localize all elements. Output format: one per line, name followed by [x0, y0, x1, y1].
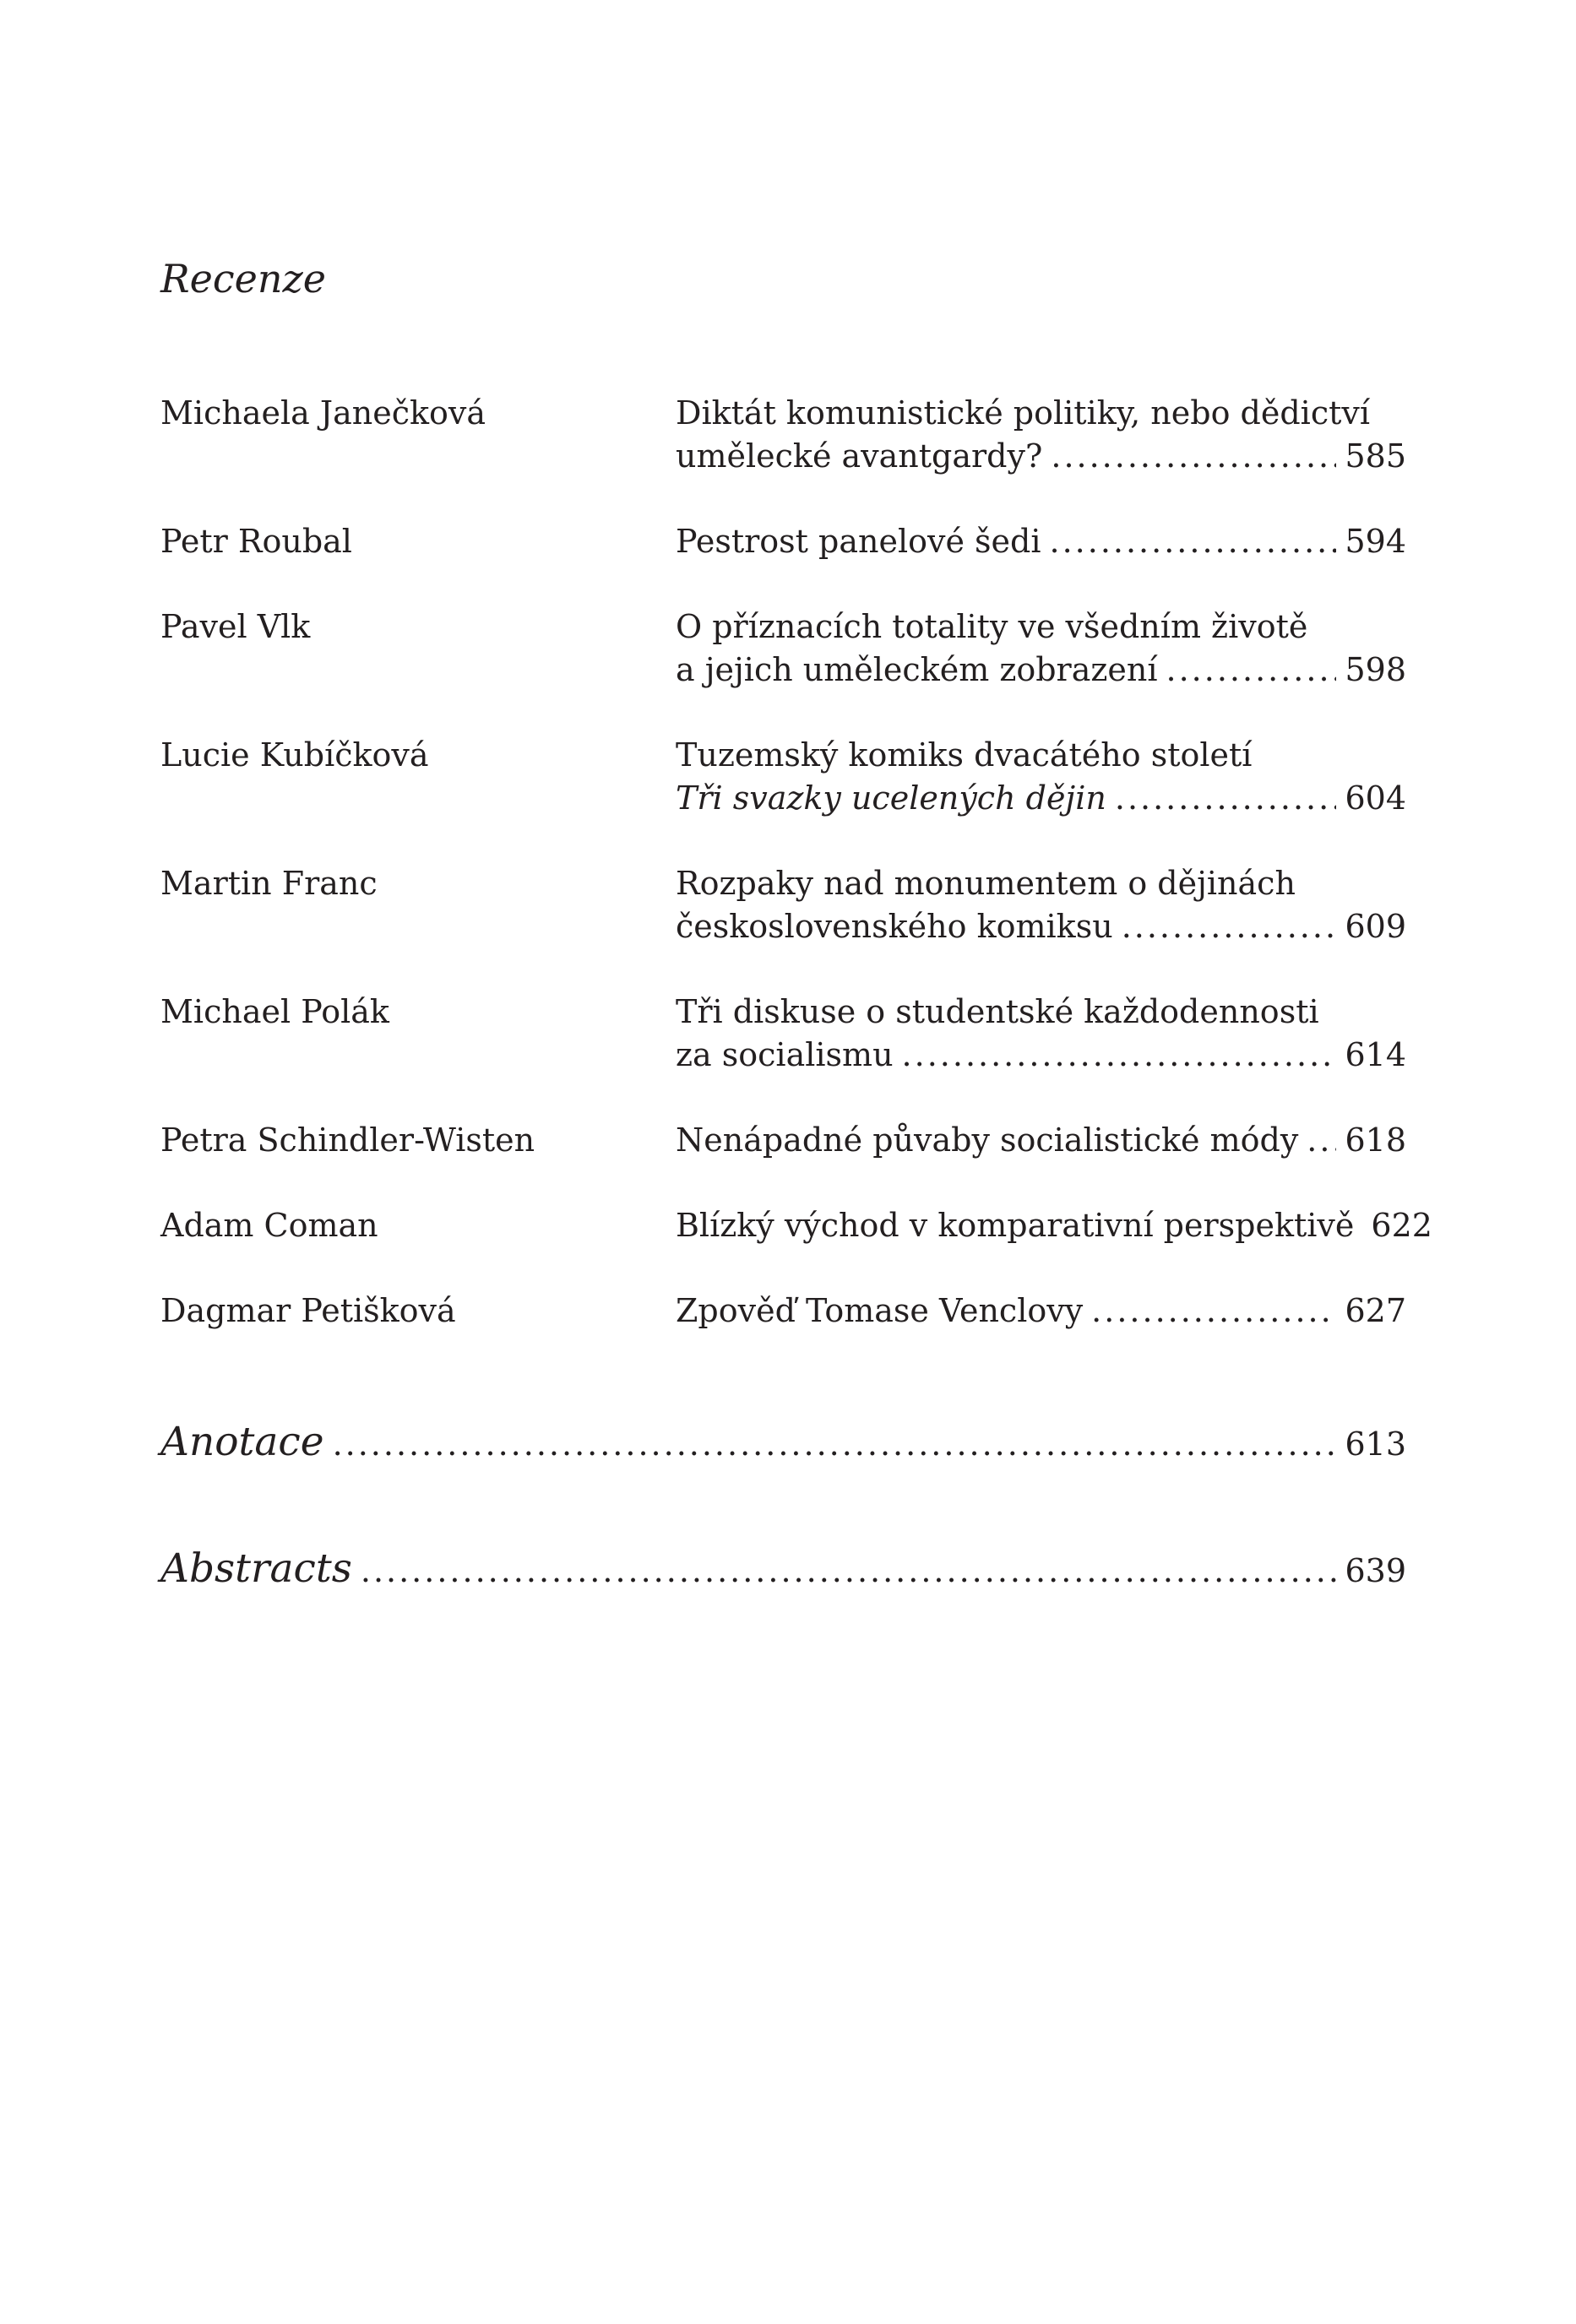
page-number: 594 — [1345, 523, 1406, 560]
review-title-last-line — [676, 777, 1406, 820]
page-number: 639 — [1345, 1552, 1406, 1589]
review-author: Petr Roubal — [160, 523, 352, 560]
page-number: 618 — [1345, 1121, 1406, 1159]
dot-leader — [1051, 435, 1336, 478]
toc-entry-abstracts[interactable] — [160, 1545, 1406, 1592]
review-title-text: Blízký východ v komparativní perspektivě — [676, 1207, 1355, 1244]
dot-leader — [902, 1034, 1337, 1077]
review-author: Dagmar Petišková — [160, 1292, 456, 1329]
review-entry[interactable] — [160, 991, 1406, 1077]
review-title-text: Pestrost panelové šedi — [676, 523, 1041, 560]
review-title-last-line — [676, 905, 1406, 948]
review-entry[interactable] — [160, 734, 1406, 820]
review-author: Adam Coman — [160, 1207, 378, 1244]
review-title — [676, 862, 1406, 948]
review-title — [676, 520, 1406, 563]
dot-leader — [1307, 1119, 1336, 1162]
review-title — [676, 991, 1406, 1077]
review-title — [676, 1204, 1432, 1247]
page-number: 622 — [1371, 1207, 1432, 1244]
review-entry[interactable] — [160, 1204, 1432, 1247]
review-title-text: a jejich uměleckém zobrazení — [676, 651, 1158, 688]
review-title-line: Diktát komunistické politiky, nebo dědictví — [676, 394, 1371, 432]
review-title-last-line — [676, 1204, 1432, 1247]
review-author: Michaela Janečková — [160, 394, 486, 432]
toc-entry-anotace[interactable] — [160, 1419, 1406, 1465]
dot-leader — [1115, 777, 1337, 820]
review-title — [676, 392, 1406, 478]
review-entry[interactable] — [160, 862, 1406, 948]
page-number: 604 — [1345, 779, 1406, 817]
review-author: Pavel Vlk — [160, 608, 311, 645]
page-number: 585 — [1345, 437, 1406, 475]
dot-leader — [333, 1425, 1337, 1463]
review-title-last-line — [676, 1034, 1406, 1077]
review-title-last-line — [676, 1290, 1406, 1333]
page-number: 609 — [1345, 908, 1406, 945]
review-title-text: umělecké avantgardy? — [676, 437, 1043, 475]
review-author: Martin Franc — [160, 865, 378, 902]
review-title-text: Nenápadné půvaby socialistické módy — [676, 1121, 1299, 1159]
review-list — [160, 392, 1432, 1375]
page-number: 614 — [1345, 1036, 1406, 1073]
review-title-text: československého komiksu — [676, 908, 1113, 945]
review-title-last-line — [676, 1119, 1406, 1162]
dot-leader — [1050, 520, 1337, 563]
review-entry[interactable] — [160, 392, 1406, 478]
review-title-line: O příznacích totality ve všedním životě — [676, 608, 1308, 645]
review-title-last-line — [676, 435, 1406, 478]
toc-entry-title: Abstracts — [160, 1545, 352, 1592]
review-title-line: Tuzemský komiks dvacátého století — [676, 736, 1253, 774]
page-number: 613 — [1345, 1425, 1406, 1463]
dot-leader — [361, 1552, 1337, 1589]
review-title-line: Tři diskuse o studentské každodennosti — [676, 993, 1319, 1030]
dot-leader — [1122, 905, 1337, 948]
review-title — [676, 734, 1406, 820]
section-heading-recenze: Recenze — [160, 256, 326, 301]
review-entry[interactable] — [160, 1290, 1406, 1333]
review-title-text: Tři svazky ucelených dějin — [676, 779, 1106, 817]
page-number: 627 — [1345, 1292, 1406, 1329]
dot-leader — [1091, 1290, 1336, 1333]
page-number: 598 — [1345, 651, 1406, 688]
review-title-line: Rozpaky nad monumentem o dějinách — [676, 865, 1296, 902]
review-author: Michael Polák — [160, 993, 389, 1030]
review-title-text: Zpověď Tomase Venclovy — [676, 1292, 1084, 1329]
review-entry[interactable] — [160, 520, 1406, 563]
review-title — [676, 1119, 1406, 1162]
toc-entry-title: Anotace — [160, 1419, 324, 1465]
review-title — [676, 1290, 1406, 1333]
review-author: Petra Schindler-Wisten — [160, 1121, 535, 1159]
review-title-last-line — [676, 520, 1406, 563]
review-entry[interactable] — [160, 605, 1406, 692]
review-title-text: za socialismu — [676, 1036, 894, 1073]
dot-leader — [1166, 649, 1337, 692]
review-entry[interactable] — [160, 1119, 1406, 1162]
review-title — [676, 605, 1406, 692]
review-title-last-line — [676, 649, 1406, 692]
review-author: Lucie Kubíčková — [160, 736, 429, 774]
